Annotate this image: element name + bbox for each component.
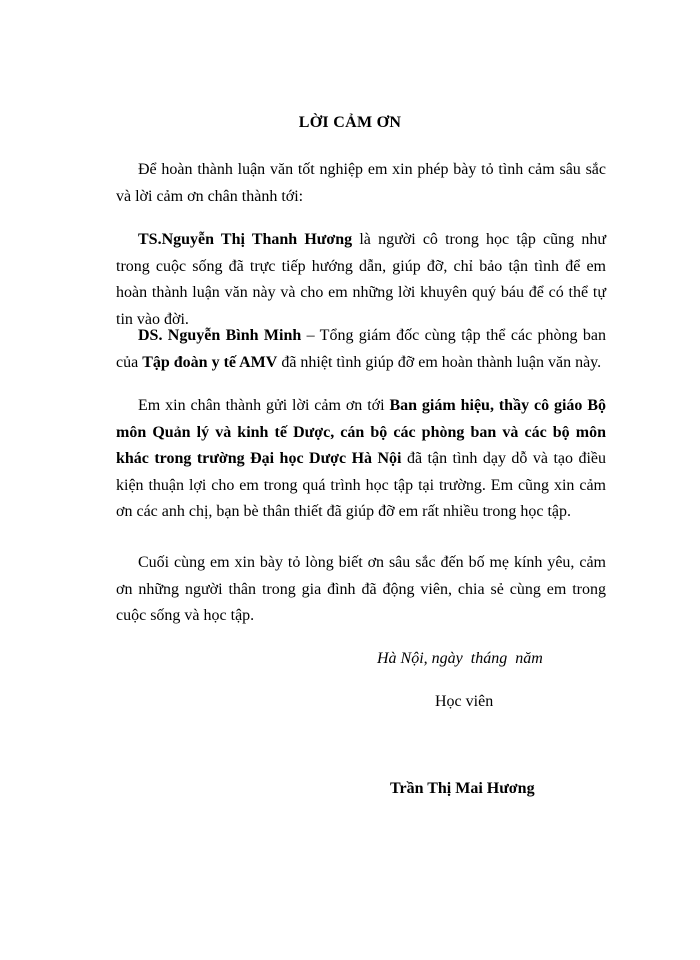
company-director-name: DS. Nguyễn Bình Minh xyxy=(138,327,302,344)
paragraph-family xyxy=(116,550,606,630)
paragraph-company-text-1: – Tổng giám đốc cùng tập thể các phòng ban của xyxy=(116,327,606,371)
signature-role: Học viên xyxy=(435,693,494,710)
page-title: LỜI CẢM ƠN xyxy=(298,114,402,131)
paragraph-university xyxy=(116,393,606,526)
paragraph-university-text-2: đã tận tình dạy dỗ và tạo điều kiện thuận lợi cho em trong quá trình học tập tại trường. Em cũng xin cảm ơn các anh chị, bạn bè thân thiết đã giúp đỡ em rất nhiều trong học tập. xyxy=(116,450,606,520)
advisor-name: TS.Nguyễn Thị Thanh Hương xyxy=(138,231,353,248)
paragraph-advisor-text: là người cô trong học tập cũng như trong cuộc sống đã trực tiếp hướng dẫn, giúp đỡ, chỉ bảo tận tình để em hoàn thành luận văn này và cho em những lời khuyên quý báu để có thể tự tin vào đời. xyxy=(116,231,607,328)
paragraph-intro xyxy=(116,157,606,210)
signature-date: Hà Nội, ngày tháng năm xyxy=(377,650,543,667)
paragraph-family-text: Cuối cùng em xin bày tỏ lòng biết ơn sâu sắc đến bố mẹ kính yêu, cảm ơn những người thân trong gia đình đã động viên, chia sẻ cùng em trong cuộc sống và học tập. xyxy=(116,554,606,624)
signature-name: Trần Thị Mai Hương xyxy=(390,780,535,797)
company-name: Tập đoàn y tế AMV xyxy=(142,353,278,371)
paragraph-company-text-2: đã nhiệt tình giúp đỡ em hoàn thành luận văn này. xyxy=(277,353,602,371)
university-names: Ban giám hiệu, thầy cô giáo Bộ môn Quản lý và kinh tế Dược, cán bộ các phòng ban và các bộ môn khác trong trường Đại học Dược Hà Nội xyxy=(116,397,606,467)
paragraph-university-text-1: Em xin chân thành gửi lời cảm ơn tới xyxy=(138,397,390,414)
paragraph-advisor xyxy=(116,227,606,333)
paragraph-company xyxy=(116,323,606,376)
paragraph-intro-text: Để hoàn thành luận văn tốt nghiệp em xin phép bày tỏ tình cảm sâu sắc và lời cảm ơn chân thành tới: xyxy=(116,161,606,205)
